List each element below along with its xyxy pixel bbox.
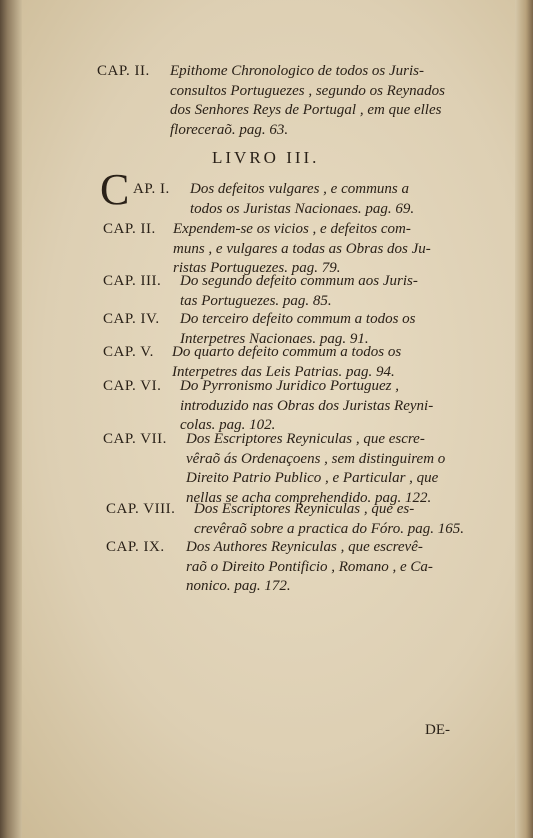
chapter-text: Do Pyrronismo Juridico Portuguez , introduzido nas Obras dos Juristas Reyni- colas. pag. 102.: [180, 378, 434, 433]
chapter-text: Do quarto defeito commum a todos os Interpetres das Leis Patrias. pag. 94.: [172, 344, 402, 380]
chapter-text: Epithome Chronologico de todos os Juris- consultos Portuguezes , segundo os Reynados dos Senhores Reys de Portugal , em que elles floreceraõ. pag. 63.: [170, 63, 445, 138]
chapter-label: CAP. VI.: [103, 378, 162, 394]
chapter-label: CAP. IX.: [106, 539, 165, 555]
chapter-text: Do segundo defeito commum aos Juris- tas Portuguezes. pag. 85.: [180, 273, 418, 309]
book-heading: LIVRO III.: [212, 148, 320, 167]
chapter-label: AP. I.: [133, 181, 170, 197]
chapter-text: Do terceiro defeito commum a todos os Interpetres Nacionaes. pag. 91.: [180, 311, 416, 347]
chapter-label: CAP. II.: [103, 221, 156, 237]
chapter-text: Dos Authores Reyniculas , que escrevê- raõ o Direito Pontificio , Romano , e Ca- nonico. pag. 172.: [186, 539, 433, 594]
chapter-label: CAP. V.: [103, 344, 154, 360]
chapter-label: CAP. II.: [97, 63, 150, 79]
drop-cap: C: [100, 165, 130, 214]
chapter-text: Expendem-se os vicios , e defeitos com- muns , e vulgares a todas as Obras dos Ju- ristas Portuguezes. pag. 79.: [173, 221, 431, 276]
catchword: DE-: [425, 722, 450, 738]
chapter-text: Dos defeitos vulgares , e communs a todos os Juristas Nacionaes. pag. 69.: [190, 181, 415, 217]
chapter-text: Dos Escriptores Reyniculas , que es- crevêraõ sobre a practica do Fóro. pag. 165.: [194, 501, 464, 537]
chapter-label: CAP. VIII.: [106, 501, 176, 517]
chapter-label: CAP. VII.: [103, 431, 167, 447]
chapter-label: CAP. IV.: [103, 311, 160, 327]
chapter-text: Dos Escriptores Reyniculas , que escre- vêraõ ás Ordenaçoens , sem distinguirem o Direito Patrio Publico , e Particular , que nellas se acha comprehendido. pag. 122.: [186, 431, 446, 506]
chapter-label: CAP. III.: [103, 273, 162, 289]
